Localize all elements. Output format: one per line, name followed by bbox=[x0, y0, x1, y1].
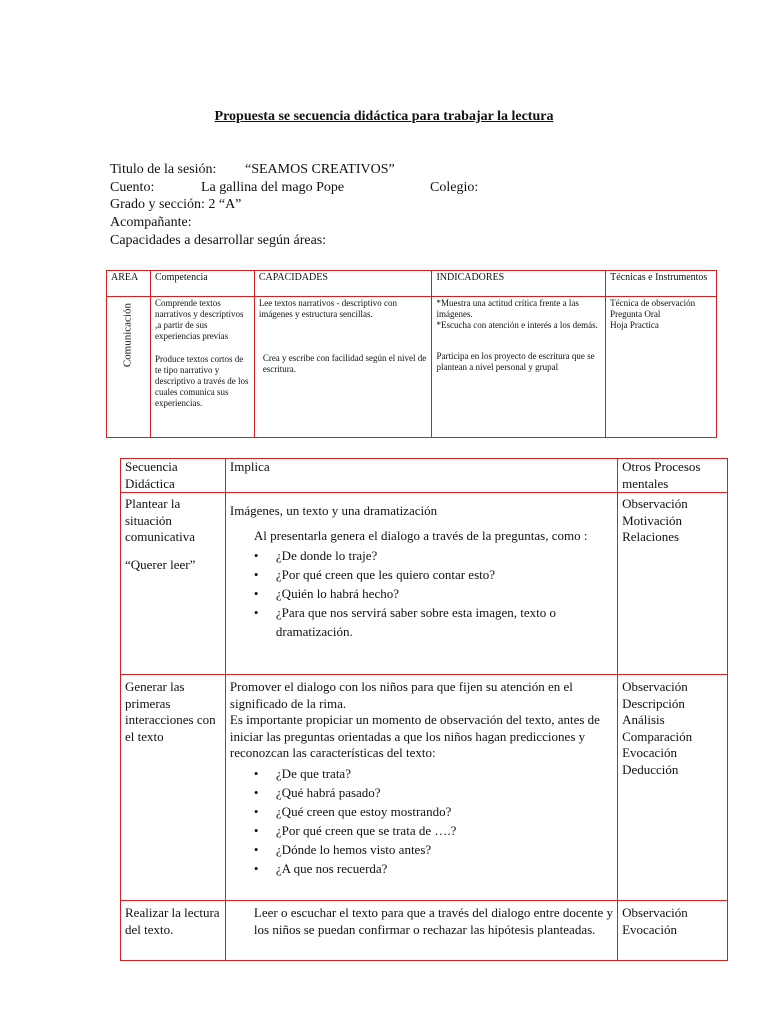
secuencia-label-3: Realizar la lectura del texto. bbox=[125, 905, 220, 937]
competencies-body-row bbox=[107, 297, 717, 438]
process-item: Observación bbox=[622, 679, 688, 694]
secuencia-cell-1 bbox=[121, 493, 226, 675]
indicador-item-1: *Muestra una actitud crítica frente a las imágenes. bbox=[436, 298, 579, 319]
secuencia-label-2: Generar las primeras interacciones con el texto bbox=[125, 679, 216, 744]
process-item: Motivación bbox=[622, 512, 683, 528]
header-indicadores: INDICADORES bbox=[432, 271, 606, 297]
implica-cell-1 bbox=[225, 493, 617, 675]
process-item: Descripción bbox=[622, 695, 685, 711]
otros-cell-3 bbox=[618, 901, 728, 961]
header-area: AREA bbox=[107, 271, 151, 297]
secuencia-label-1: Plantear la situación comunicativa bbox=[125, 496, 196, 544]
sequence-row-3 bbox=[121, 901, 728, 961]
question-list-2 bbox=[230, 764, 613, 878]
question-item: • ¿Qué creen que estoy mostrando? bbox=[254, 802, 613, 821]
indicador-item-3: Participa en los proyecto de escritura que se plantean a nivel personal y grupal bbox=[436, 351, 595, 372]
header-implica: Implica bbox=[225, 459, 617, 493]
secuencia-cell-3 bbox=[121, 901, 226, 961]
indicador-item-2: *Escucha con atención e interés a los demás. bbox=[436, 320, 598, 330]
otros-cell-1 bbox=[618, 493, 728, 675]
capacidad-item-2: Crea y escribe con facilidad según el nivel de escritura. bbox=[262, 353, 427, 374]
process-item: Análisis bbox=[622, 712, 665, 727]
secuencia-cell-2 bbox=[121, 675, 226, 901]
story-value: La gallina del mago Pope bbox=[201, 179, 345, 195]
process-item: Relaciones bbox=[622, 529, 680, 544]
document-title: Propuesta se secuencia didáctica para trabajar la lectura bbox=[214, 109, 554, 124]
implica-cell-2 bbox=[225, 675, 617, 901]
process-item: Deducción bbox=[622, 761, 679, 777]
question-item: • ¿De que trata? bbox=[254, 764, 613, 783]
question-item: • ¿Qué habrá pasado? bbox=[254, 783, 613, 802]
competencia-cell bbox=[150, 297, 254, 438]
sequence-row-1 bbox=[121, 493, 728, 675]
session-title-label: Titulo de la sesión: bbox=[110, 162, 217, 177]
capacidades-cell bbox=[254, 297, 432, 438]
header-otros: Otros Procesos mentales bbox=[618, 459, 728, 493]
sequence-header-row bbox=[121, 459, 728, 493]
process-item: Comparación bbox=[622, 728, 693, 744]
competencia-item-2: Produce textos cortos de te tipo narrativo y descriptivo a través de los cuales comunica sus experiencias. bbox=[154, 354, 249, 408]
area-cell bbox=[107, 297, 151, 438]
process-item: Evocación bbox=[622, 745, 677, 760]
question-item: • ¿De donde lo traje? bbox=[254, 546, 613, 565]
question-item: • ¿Por qué creen que se trata de ….? bbox=[254, 821, 613, 840]
implica-intro-1: Imágenes, un texto y una dramatización bbox=[229, 503, 438, 518]
header-tecnicas: Técnicas e Instrumentos bbox=[606, 271, 717, 297]
process-item: Observación bbox=[622, 905, 688, 920]
question-item: • ¿A que nos recuerda? bbox=[254, 859, 613, 878]
implica-p2-2: Es importante propiciar un momento de observación del texto, antes de iniciar las preguntas orientadas a que los niños hagan predicciones y reconozcan las características del texto: bbox=[229, 712, 600, 760]
process-item: Evocación bbox=[622, 921, 677, 937]
capacidad-item-1: Lee textos narrativos - descriptivo con imágenes y estructura sencillas. bbox=[258, 298, 398, 319]
process-item: Observación bbox=[622, 496, 688, 511]
competencies-table bbox=[106, 270, 717, 438]
competencies-header-row bbox=[107, 271, 717, 297]
companion-label: Acompañante: bbox=[110, 215, 192, 231]
tecnica-item-2: Pregunta Oral bbox=[610, 309, 661, 319]
secuencia-extra-1: “Querer leer” bbox=[125, 556, 196, 572]
implica-cell-3 bbox=[225, 901, 617, 961]
header-competencia: Competencia bbox=[150, 271, 254, 297]
question-item: • ¿Para que nos servirá saber sobre esta imagen, texto o dramatización. bbox=[254, 603, 613, 641]
session-title-value: “SEAMOS CREATIVOS” bbox=[245, 162, 395, 177]
implica-text-1: Al presentarla genera el dialogo a través de la preguntas, como : bbox=[253, 527, 588, 543]
otros-cell-2 bbox=[618, 675, 728, 901]
competencia-item-1: Comprende textos narrativos y descriptivos ,a partir de sus experiencias previas bbox=[154, 298, 244, 341]
sequence-row-2 bbox=[121, 675, 728, 901]
question-list-1 bbox=[230, 546, 613, 641]
capacities-label: Capacidades a desarrollar según áreas: bbox=[110, 232, 327, 248]
question-item: • ¿Quién lo habrá hecho? bbox=[254, 584, 613, 603]
indicadores-cell bbox=[432, 297, 606, 438]
question-item: • ¿Por qué creen que les quiero contar esto? bbox=[254, 565, 613, 584]
tecnicas-cell bbox=[606, 297, 717, 438]
header-capacidades: CAPACIDADES bbox=[254, 271, 432, 297]
implica-text-3: Leer o escuchar el texto para que a través del dialogo entre docente y los niños se puedan confirmar o rechazar las hipótesis planteadas. bbox=[253, 905, 614, 937]
tecnica-item-3: Hoja Practica bbox=[610, 320, 659, 330]
implica-p1-2: Promover el dialogo con los niños para que fijen su atención en el significado de la rima. bbox=[229, 679, 573, 711]
sequence-table bbox=[120, 458, 728, 961]
area-vertical-label: Comunicación bbox=[121, 303, 134, 368]
grade-text: Grado y sección: 2 “A” bbox=[110, 197, 242, 213]
school-label: Colegio: bbox=[430, 179, 479, 195]
question-item: • ¿Dónde lo hemos visto antes? bbox=[254, 840, 613, 859]
tecnica-item-1: Técnica de observación bbox=[610, 298, 696, 308]
story-label: Cuento: bbox=[110, 179, 155, 195]
header-secuencia: Secuencia Didáctica bbox=[121, 459, 226, 493]
